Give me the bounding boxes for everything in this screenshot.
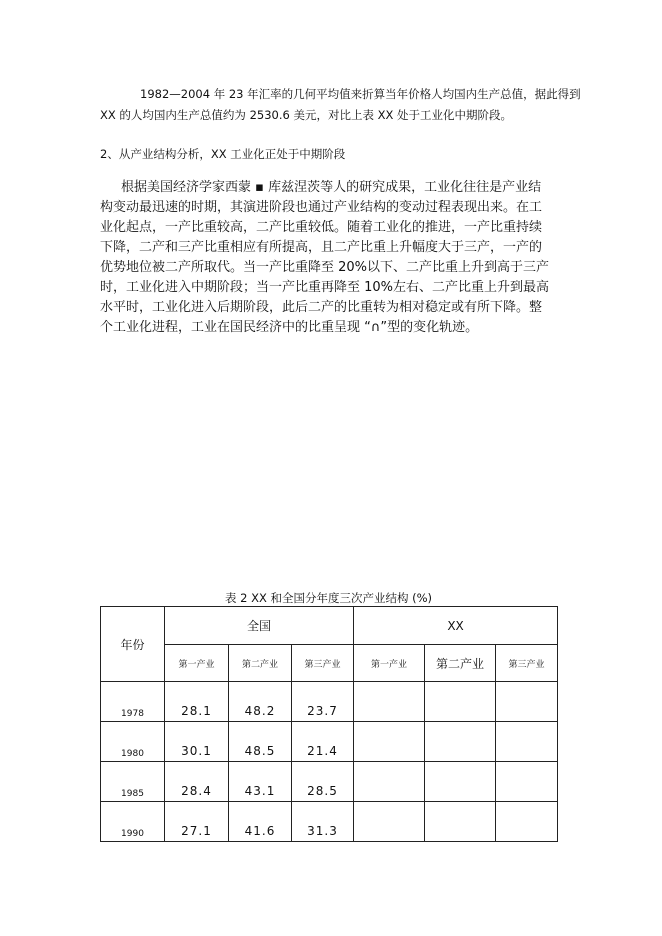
xx-col-primary: 第一产业 <box>354 645 425 682</box>
paragraph-2-line: 业化起点，一产比重较高，二产比重较低。随着工业化的推进，一产比重持续 <box>100 220 543 235</box>
paragraph-2-line: 根据美国经济学家西蒙 ▪ 库兹涅茨等人的研究成果，工业化往往是产业结 <box>121 180 542 195</box>
paragraph-2-line: 水平时，工业化进入后期阶段，此后二产的比重转为相对稳定或有所下降。整 <box>100 300 543 315</box>
industry-structure-table <box>100 606 558 842</box>
national-group-header: 全国 <box>165 607 354 645</box>
table-row <box>101 762 558 802</box>
xx-value-cell <box>425 682 496 722</box>
section-heading: 2、从产业结构分析，XX 工业化正处于中期阶段 <box>100 147 346 161</box>
paragraph-1-line-2: XX 的人均国内生产总值约为 2530.6 美元，对比上表 XX 处于工业化中期阶段。 <box>100 108 513 122</box>
year-cell: 1985 <box>101 762 165 802</box>
value-cell: 21.4 <box>292 722 354 762</box>
xx-value-cell <box>496 802 558 842</box>
xx-col-secondary: 第二产业 <box>425 645 496 682</box>
table-row <box>101 722 558 762</box>
xx-value-cell <box>425 722 496 762</box>
year-cell: 1978 <box>101 682 165 722</box>
year-cell: 1990 <box>101 802 165 842</box>
value-cell: 30.1 <box>165 722 229 762</box>
value-cell: 31.3 <box>292 802 354 842</box>
year-header: 年份 <box>101 607 165 682</box>
xx-value-cell <box>425 802 496 842</box>
xx-value-cell <box>354 682 425 722</box>
paragraph-2-line: 时，工业化进入中期阶段；当一产比重再降至 10%左右、二产比重上升到最高 <box>100 280 550 295</box>
table-row <box>101 682 558 722</box>
value-cell: 48.5 <box>229 722 292 762</box>
value-cell: 28.5 <box>292 762 354 802</box>
table-row <box>101 802 558 842</box>
xx-col-tertiary: 第三产业 <box>496 645 558 682</box>
xx-group-header: XX <box>354 607 558 645</box>
paragraph-1-line-1: 1982—2004 年 23 年汇率的几何平均值来折算当年价格人均国内生产总值，据此得到 <box>140 87 581 101</box>
value-cell: 28.4 <box>165 762 229 802</box>
year-cell: 1980 <box>101 722 165 762</box>
paragraph-2-line: 优势地位被二产所取代。当一产比重降至 20%以下、二产比重上升到高于三产 <box>100 260 550 275</box>
value-cell: 27.1 <box>165 802 229 842</box>
value-cell: 48.2 <box>229 682 292 722</box>
xx-value-cell <box>354 802 425 842</box>
value-cell: 41.6 <box>229 802 292 842</box>
xx-value-cell <box>496 682 558 722</box>
paragraph-2-line: 个工业化进程，工业在国民经济中的比重呈现 “∩”型的变化轨迹。 <box>100 320 479 335</box>
xx-value-cell <box>354 722 425 762</box>
xx-value-cell <box>354 762 425 802</box>
national-col-primary: 第一产业 <box>165 645 229 682</box>
national-col-tertiary: 第三产业 <box>292 645 354 682</box>
paragraph-2-line: 下降，二产和三产比重相应有所提高，且二产比重上升幅度大于三产，一产的 <box>100 240 543 255</box>
national-col-secondary: 第二产业 <box>229 645 292 682</box>
value-cell: 43.1 <box>229 762 292 802</box>
value-cell: 28.1 <box>165 682 229 722</box>
table-caption: 表 2 XX 和全国分年度三次产业结构 (%) <box>224 591 433 605</box>
paragraph-2-line: 构变动最迅速的时期，其演进阶段也通过产业结构的变动过程表现出来。在工 <box>100 200 543 215</box>
xx-value-cell <box>425 762 496 802</box>
xx-value-cell <box>496 722 558 762</box>
xx-value-cell <box>496 762 558 802</box>
value-cell: 23.7 <box>292 682 354 722</box>
